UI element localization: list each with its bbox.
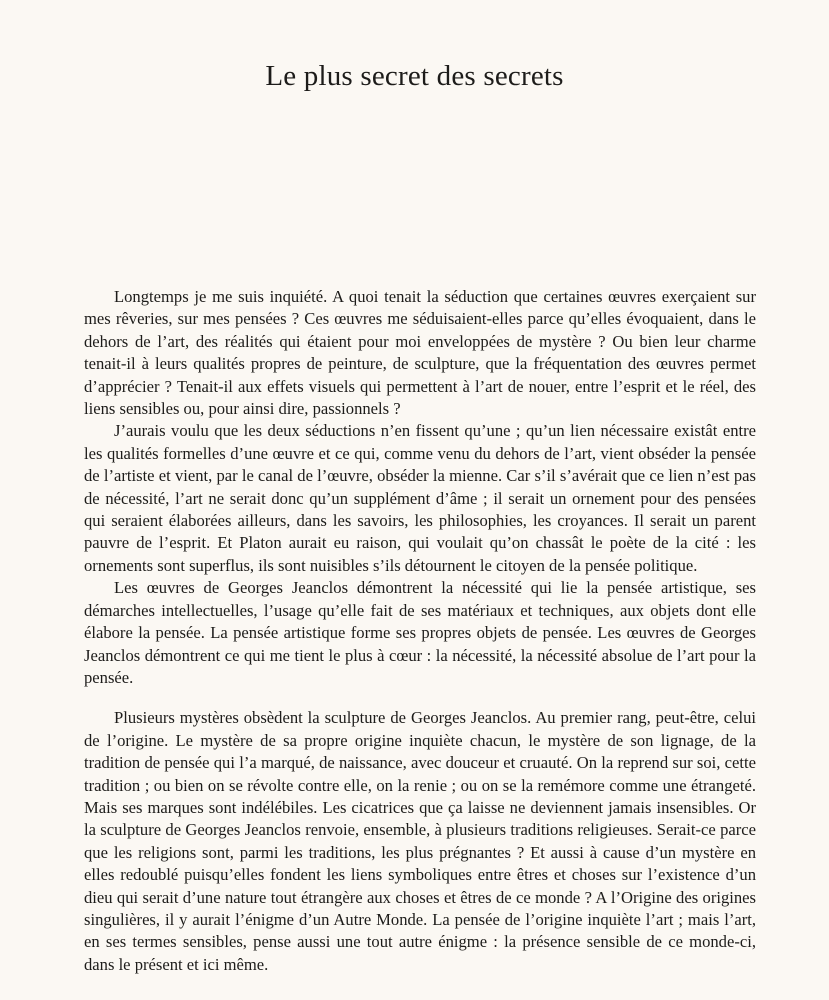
paragraph: Les œuvres de Georges Jeanclos démontrent la nécessité qui lie la pensée artistique, ses démarches intellectuelles, l’usage qu’elle fait de ses matériaux et techniques, aux objets dont elle élabore la pensée. La pensée artistique forme ses propres objets de pensée. Les œuvres de Georges Jeanclos démontrent ce qui me tient le plus à cœur : la nécessité, la nécessité absolue de l’art pour la pensée. [84, 578, 756, 687]
section-mysteries [84, 707, 756, 976]
paragraph: Plusieurs mystères obsèdent la sculpture de Georges Jeanclos. Au premier rang, peut-être, celui de l’origine. Le mystère de sa propre origine inquiète chacun, le mystère de son lignage, de la tradition de pensée qui l’a marqué, de naissance, avec douceur et cruauté. On la reprend sur soi, cette tradition ; ou bien on se révolte contre elle, on la renie ; ou on se la remémore comme une étrangeté. Mais ses marques sont indélébiles. Les cicatrices que ça laisse ne deviennent jamais insensibles. Or la sculpture de Georges Jeanclos renvoie, ensemble, à plusieurs traditions religieuses. Serait-ce parce que les religions sont, parmi les traditions, les plus prégnantes ? Et aussi à cause d’un mystère en elles redoublé puisqu’elles fondent les liens symboliques entre êtres et choses sur l’existence d’un dieu qui serait d’une nature tout étrangère aux choses et êtres de ce monde ? A l’Origine des origines singulières, il y aurait l’énigme d’un Autre Monde. La pensée de l’origine inquiète l’art ; mais l’art, en ses termes sensibles, pense aussi une tout autre énigme : la présence sensible de ce monde-ci, dans le présent et ici même. [84, 708, 756, 974]
essay-body [84, 286, 756, 976]
section-intro [84, 286, 756, 689]
paragraph: J’aurais voulu que les deux séductions n’en fissent qu’une ; qu’un lien nécessaire existât entre les qualités formelles d’une œuvre et ce qui, comme venu du dehors de l’art, vient obséder la pensée de l’artiste et vient, par le canal de l’œuvre, obséder la mienne. Car s’il s’avérait que ce lien n’est pas de nécessité, l’art ne serait donc qu’un supplément d’âme ; il serait un ornement pour des pensées qui seraient élaborées ailleurs, dans les savoirs, les philosophies, les croyances. Il serait un parent pauvre de l’esprit. Et Platon aurait eu raison, qui voulait qu’on chassât le poète de la cité : les ornements sont superflus, ils sont nuisibles s’ils détournent le citoyen de la pensée politique. [84, 421, 756, 575]
paragraph: Longtemps je me suis inquiété. A quoi tenait la séduction que certaines œuvres exerçaient sur mes rêveries, sur mes pensées ? Ces œuvres me séduisaient-elles parce qu’elles évoquaient, dans le dehors de l’art, des réalités qui étaient pour moi enveloppées de mystère ? Ou bien leur charme tenait-il à leurs qualités propres de peinture, de sculpture, que la fréquentation des œuvres permet d’apprécier ? Tenait-il aux effets visuels qui permettent à l’art de nouer, entre l’esprit et le réel, des liens sensibles ou, pour ainsi dire, passionnels ? [84, 287, 756, 419]
page-title: Le plus secret des secrets [265, 60, 564, 92]
section-divider [84, 689, 756, 707]
